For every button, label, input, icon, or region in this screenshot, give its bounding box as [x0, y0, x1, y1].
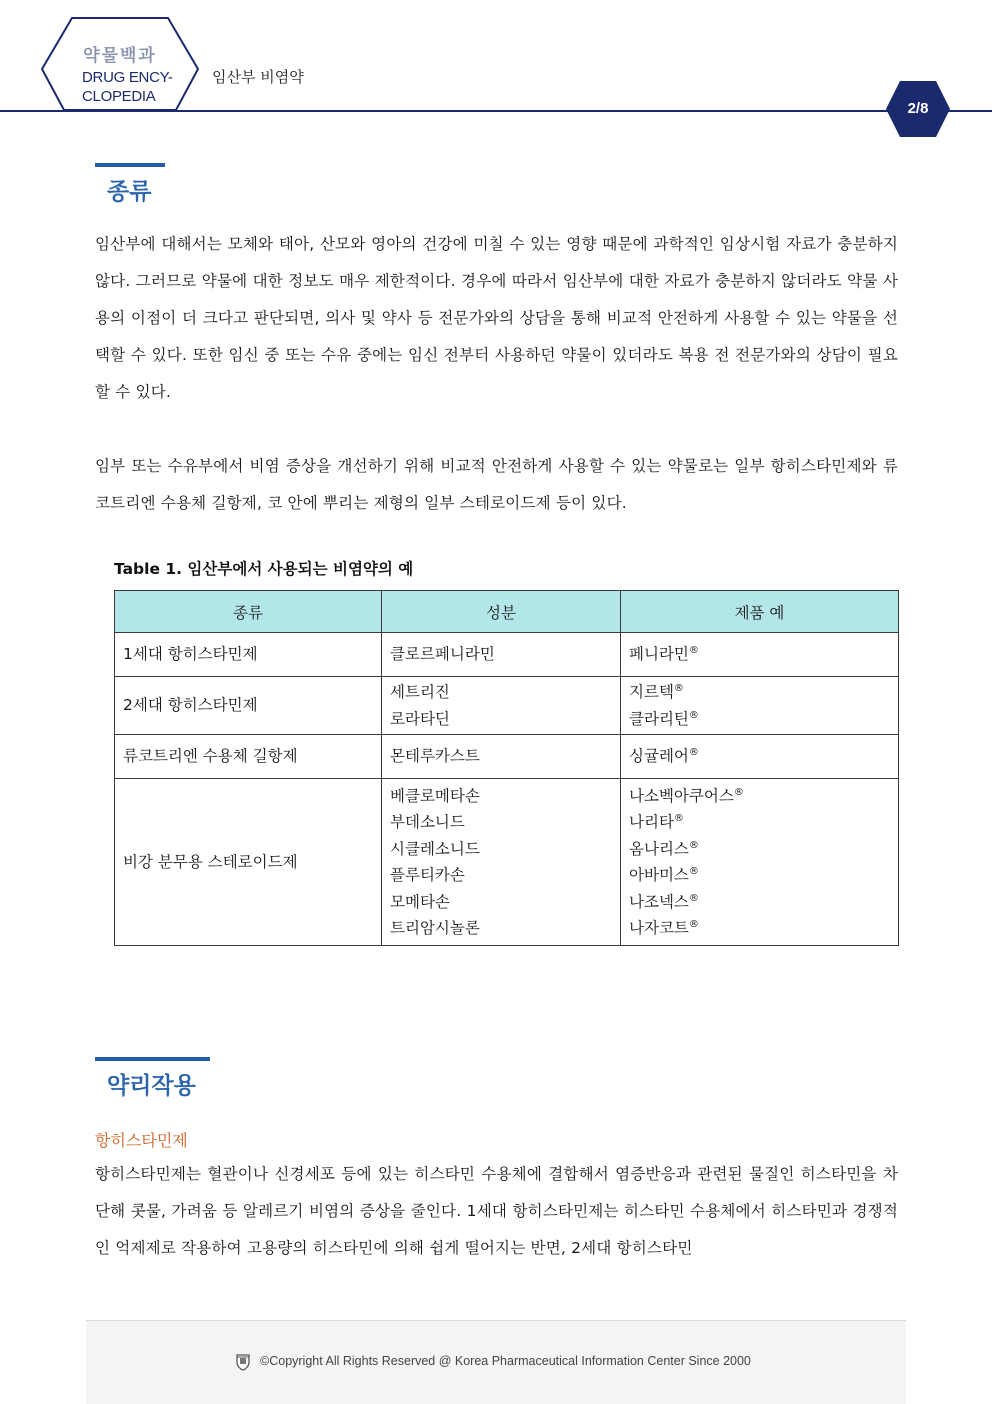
ingredient: 베클로메타손 [390, 786, 480, 805]
registered-mark: ® [688, 709, 699, 721]
section-title-types: 종류 [107, 179, 152, 205]
cell-type: 류코트리엔 수용체 길항제 [115, 735, 382, 779]
registered-mark: ® [688, 866, 699, 877]
document-title: 임산부 비염약 [212, 68, 304, 86]
product: 나리타® [629, 813, 684, 831]
product: 클라리틴® [629, 709, 699, 728]
page-number-badge [885, 80, 951, 138]
shield-crest-icon [235, 1353, 251, 1371]
footer [86, 1320, 906, 1404]
logo-english-line-1: DRUG ENCY- [82, 69, 173, 86]
registered-mark: ® [688, 919, 699, 930]
registered-mark: ® [733, 786, 744, 798]
ingredient: 몬테루카스트 [390, 747, 480, 766]
product: 나소벡아쿠어스® [629, 786, 744, 805]
product: 나조넥스® [629, 892, 699, 911]
product: 옴나리스® [629, 839, 699, 858]
table-row [115, 779, 899, 946]
cell-ingredients [382, 779, 621, 946]
cell-ingredients [382, 633, 621, 677]
product: 지르텍® [629, 683, 684, 701]
registered-mark: ® [673, 683, 684, 694]
paragraph-intro: 임산부에 대해서는 모체와 태아, 산모와 영아의 건강에 미칠 수 있는 영향 때문에 과학적인 임상시험 자료가 충분하지 않다. 그러므로 약물에 대한 정보도 매우 제한적이다. 경우에 따라서 임산부에 대한 자료가 충분하지 않더라도 약물 사용의 이점이 더 크다고 판단되면, 의사 및 약사 등 전문가와의 상담을 통해 비교적 안전하게 사용할 수 있는 약물을 선택할 수 있다. 또한 임신 중 또는 수유 중에는 임신 전부터 사용하던 약물이 있더라도 복용 전 전문가와의 상담이 필요할 수 있다. [95, 235, 898, 401]
subheading-antihistamine: 항히스타민제 [95, 1131, 188, 1150]
cell-type: 2세대 항히스타민제 [115, 677, 382, 735]
product: 페니라민® [629, 645, 699, 664]
column-header-product: 제품 예 [621, 591, 899, 633]
cell-ingredients [382, 735, 621, 779]
cell-products [621, 779, 899, 946]
table-caption: Table 1. 임산부에서 사용되는 비염약의 예 [114, 560, 414, 578]
drug-table [114, 590, 899, 946]
column-header-ingredient: 성분 [382, 591, 621, 633]
page-number: 2/8 [907, 100, 929, 117]
ingredient: 시클레소니드 [390, 839, 480, 858]
ingredient: 클로르페니라민 [390, 645, 495, 664]
paragraph-safe-drugs: 임부 또는 수유부에서 비염 증상을 개선하기 위해 비교적 안전하게 사용할 수 있는 약물로는 일부 항히스타민제와 류코트리엔 수용체 길항제, 코 안에 뿌리는 제형의 일부 스테로이드제 등이 있다. [95, 457, 898, 512]
cell-type: 비강 분무용 스테로이드제 [115, 779, 382, 946]
paragraph-antihistamine: 항히스타민제는 혈관이나 신경세포 등에 있는 히스타민 수용체에 결합해서 염증반응과 관련된 물질인 히스타민을 차단해 콧물, 가려움 등 알레르기 비염의 증상을 줄인다. 1세대 항히스타민제는 히스타민 수용체에서 히스타민과 경쟁적인 억제제로 작용하여 고용량의 히스타민에 의해 쉽게 떨어지는 반면, 2세대 항히스타민 [95, 1165, 898, 1257]
section-title-pharmacology: 약리작용 [107, 1073, 196, 1099]
logo-english-text [82, 68, 173, 106]
registered-mark: ® [688, 645, 699, 657]
product: 나자코트® [629, 919, 699, 937]
ingredient: 로라타딘 [390, 709, 450, 728]
registered-mark: ® [688, 747, 699, 759]
logo-korean-text: 약물백과 [83, 46, 157, 66]
table-row [115, 633, 899, 677]
table-row [115, 735, 899, 779]
ingredient: 모메타손 [390, 892, 450, 911]
ingredient: 트리암시놀론 [390, 919, 480, 937]
cell-products [621, 735, 899, 779]
logo [40, 17, 200, 113]
cell-ingredients [382, 677, 621, 735]
ingredient: 세트리진 [390, 683, 450, 701]
registered-mark: ® [688, 892, 699, 904]
cell-products [621, 677, 899, 735]
table-row [115, 677, 899, 735]
logo-english-line-2: CLOPEDIA [82, 88, 156, 105]
ingredient: 부데소니드 [390, 813, 465, 831]
product: 싱귤레어® [629, 747, 699, 766]
ingredient: 플루티카손 [390, 866, 465, 884]
cell-products [621, 633, 899, 677]
product: 아바미스® [629, 866, 699, 884]
copyright-text: ©Copyright All Rights Reserved @ Korea Pharmaceutical Information Center Since 2000 [260, 1354, 751, 1368]
cell-type: 1세대 항히스타민제 [115, 633, 382, 677]
column-header-type: 종류 [115, 591, 382, 633]
table-header-row [115, 591, 899, 633]
section-accent-bar [95, 163, 165, 167]
registered-mark: ® [673, 813, 684, 824]
section-accent-bar [95, 1057, 210, 1061]
registered-mark: ® [688, 839, 699, 851]
